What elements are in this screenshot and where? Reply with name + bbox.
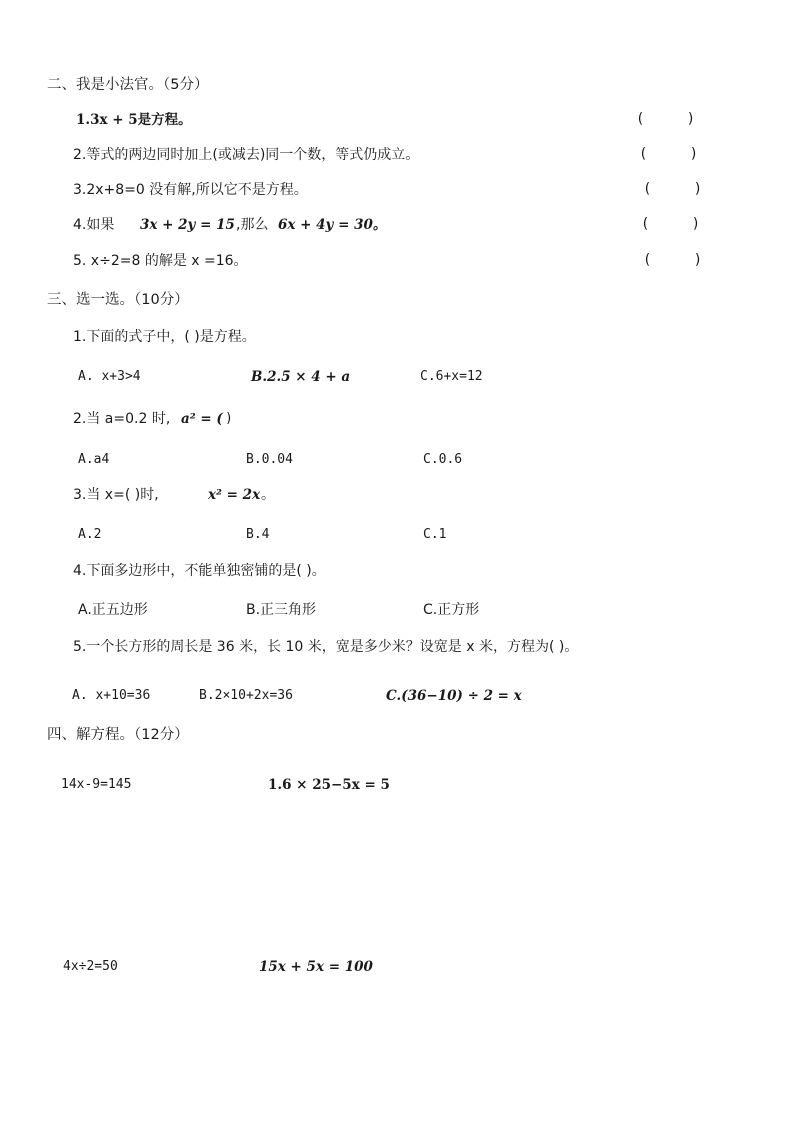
judge-item-3: 3.2x+8=0 没有解,所以它不是方程。 xyxy=(73,182,308,198)
section-3-heading: 三、选一选。（10分） xyxy=(47,292,189,308)
judge-item-4-prefix: 4.如果 xyxy=(73,217,115,233)
judge-answer-blank-3[interactable]: ( ) xyxy=(643,181,703,197)
choice-5-option-c[interactable]: C.(36−10) ÷ 2 = x xyxy=(386,688,522,704)
judge-answer-blank-2[interactable]: ( ) xyxy=(639,146,699,162)
equation-1: 14x-9=145 xyxy=(61,777,132,792)
choice-1-option-b[interactable]: B.2.5 × 4 + a xyxy=(251,369,351,385)
choice-3-option-b[interactable]: B.4 xyxy=(246,527,270,542)
judge-item-2: 2.等式的两边同时加上(或减去)同一个数，等式仍成立。 xyxy=(73,147,420,163)
choice-3-option-a[interactable]: A.2 xyxy=(78,527,102,542)
choice-question-2-math: a² = ( xyxy=(181,411,223,427)
choice-question-5: 5.一个长方形的周长是 36 米，长 10 米，宽是多少米？设宽是 x 米，方程为( )。 xyxy=(73,639,579,655)
choice-2-option-c[interactable]: C.0.6 xyxy=(423,452,463,467)
equation-2: 1.6 × 25−5x = 5 xyxy=(268,777,390,793)
judge-answer-blank-1[interactable]: ( ) xyxy=(636,111,696,127)
section-4-heading: 四、解方程。（12分） xyxy=(47,727,189,743)
choice-question-4: 4.下面多边形中，不能单独密铺的是( )。 xyxy=(73,563,326,579)
judge-item-4-connector: ,那么 xyxy=(236,217,269,233)
choice-4-option-b[interactable]: B.正三角形 xyxy=(246,602,317,618)
choice-question-2-prefix: 2.当 a=0.2 时, xyxy=(73,411,171,427)
choice-2-option-a[interactable]: A.a4 xyxy=(78,452,110,467)
choice-1-option-a[interactable]: A. x+3>4 xyxy=(78,369,141,384)
judge-item-4-equation-2: 6x + 4y = 30。 xyxy=(278,217,387,233)
section-2-heading: 二、我是小法官。（5分） xyxy=(47,77,209,93)
judge-item-1: 1.3x + 5是方程。 xyxy=(76,112,192,128)
choice-question-3-math: x² = 2x xyxy=(208,487,261,503)
equation-4: 15x + 5x = 100 xyxy=(259,959,373,975)
choice-question-1: 1.下面的式子中，( )是方程。 xyxy=(73,329,256,345)
choice-5-option-a[interactable]: A. x+10=36 xyxy=(72,688,151,703)
choice-5-option-b[interactable]: B.2×10+2x=36 xyxy=(199,688,293,703)
judge-item-4-equation-1: 3x + 2y = 15 xyxy=(140,217,235,233)
choice-2-option-b[interactable]: B.0.04 xyxy=(246,452,293,467)
judge-item-5: 5. x÷2=8 的解是 x =16。 xyxy=(73,253,248,269)
choice-3-option-c[interactable]: C.1 xyxy=(423,527,447,542)
choice-question-2-suffix: ) xyxy=(225,411,233,426)
equation-3: 4x÷2=50 xyxy=(63,959,118,974)
judge-answer-blank-4[interactable]: ( ) xyxy=(641,216,701,232)
choice-4-option-c[interactable]: C.正方形 xyxy=(423,602,480,618)
judge-answer-blank-5[interactable]: ( ) xyxy=(643,252,703,268)
choice-4-option-a[interactable]: A.正五边形 xyxy=(78,602,148,618)
choice-1-option-c[interactable]: C.6+x=12 xyxy=(420,369,483,384)
choice-question-3-suffix: 。 xyxy=(261,487,275,503)
choice-question-3-prefix: 3.当 x=( )时, xyxy=(73,487,159,503)
